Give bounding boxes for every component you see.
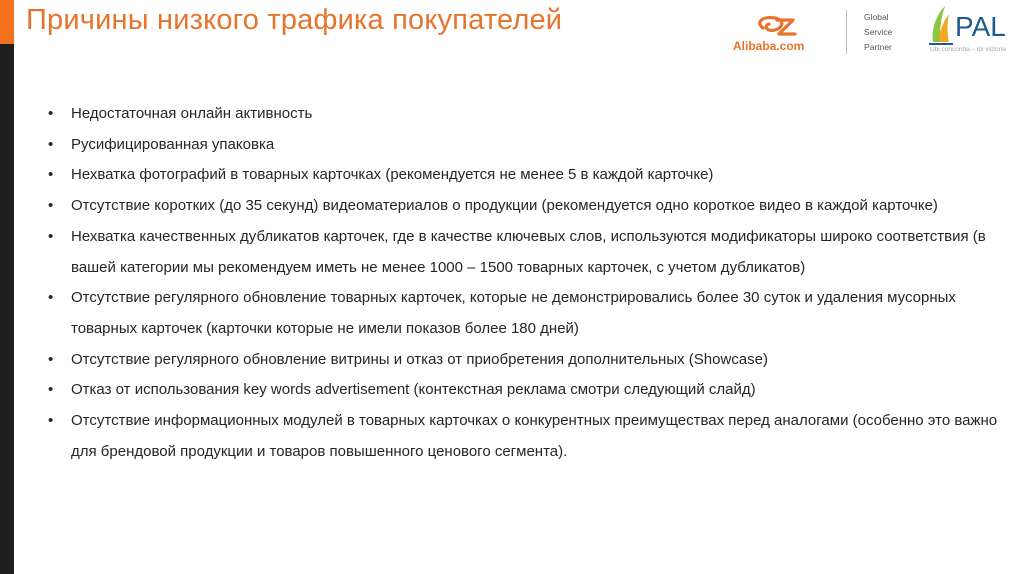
slide-left-bar — [0, 0, 14, 574]
bullet-text: Нехватка качественных дубликатов карточек, где в качестве ключевых слов, используются модификаторы широко соответствия (в вашей категории мы рекомендуем иметь не менее 1000 – 1500 товарных карточек, с учетом дубликатов) — [71, 227, 986, 276]
pal-tagline: Ubi concordia – ibi victoria — [930, 46, 1006, 53]
bullet-text: Отсутствие информационных модулей в товарных карточках о конкурентных преимуществах перед аналогами (особенно это важно для брендовой продукции и товаров повышенного ценового сегмента). — [71, 412, 998, 460]
bullet-text: Отсутствие регулярного обновление витрины и отказ от приобретения дополнительных (Showcase) — [71, 350, 768, 368]
gsp-line-1: Global — [864, 12, 889, 22]
bullet-item — [48, 99, 998, 130]
global-service-partner-label — [864, 10, 892, 55]
bullet-dot: • — [48, 289, 54, 307]
gsp-line-3: Partner — [864, 42, 892, 52]
bullet-dot: • — [48, 166, 54, 184]
bullet-text: Русифицированная упаковка — [71, 135, 275, 153]
alibaba-wordmark: Alibaba.com — [733, 39, 805, 53]
bullet-dot: • — [48, 227, 54, 245]
gsp-line-2: Service — [864, 27, 893, 37]
bullet-text: Нехватка фотографий в товарных карточках (рекомендуется не менее 5 в каждой карточке) — [71, 166, 714, 184]
bullet-item — [48, 375, 998, 406]
bullet-text: Отсутствие регулярного обновление товарных карточек, которые не демонстрировались более 30 суток и удаления мусорных товарных карточек (карточки которые не имели показов более 180 дней) — [71, 289, 956, 337]
bullet-text: Недостаточная онлайн активность — [71, 105, 313, 122]
bullet-item — [48, 283, 998, 344]
bullet-item — [48, 406, 998, 467]
bullet-item — [48, 345, 998, 376]
bullet-item — [48, 222, 998, 283]
bullet-list — [48, 99, 998, 467]
bullet-item — [48, 160, 998, 191]
bullet-dot: • — [48, 135, 54, 153]
logo-divider — [846, 10, 847, 54]
slide-accent-mark — [0, 0, 14, 44]
bullet-dot: • — [48, 412, 54, 430]
bullet-dot: • — [48, 197, 54, 215]
slide-title: Причины низкого трафика покупателей — [26, 4, 563, 36]
bullet-dot: • — [48, 105, 54, 122]
bullet-dot: • — [48, 381, 54, 399]
bullet-text: Отсутствие коротких (до 35 секунд) видеоматериалов о продукции (рекомендуется одно короткое видео в каждой карточке) — [71, 197, 938, 215]
bullet-item — [48, 130, 998, 161]
bullet-text: Отказ от использования key words advertisement (контекстная реклама смотри следующий слайд) — [71, 381, 756, 399]
pal-wordmark: PAL — [955, 11, 1006, 42]
bullet-item — [48, 191, 998, 222]
bullet-dot: • — [48, 350, 54, 368]
